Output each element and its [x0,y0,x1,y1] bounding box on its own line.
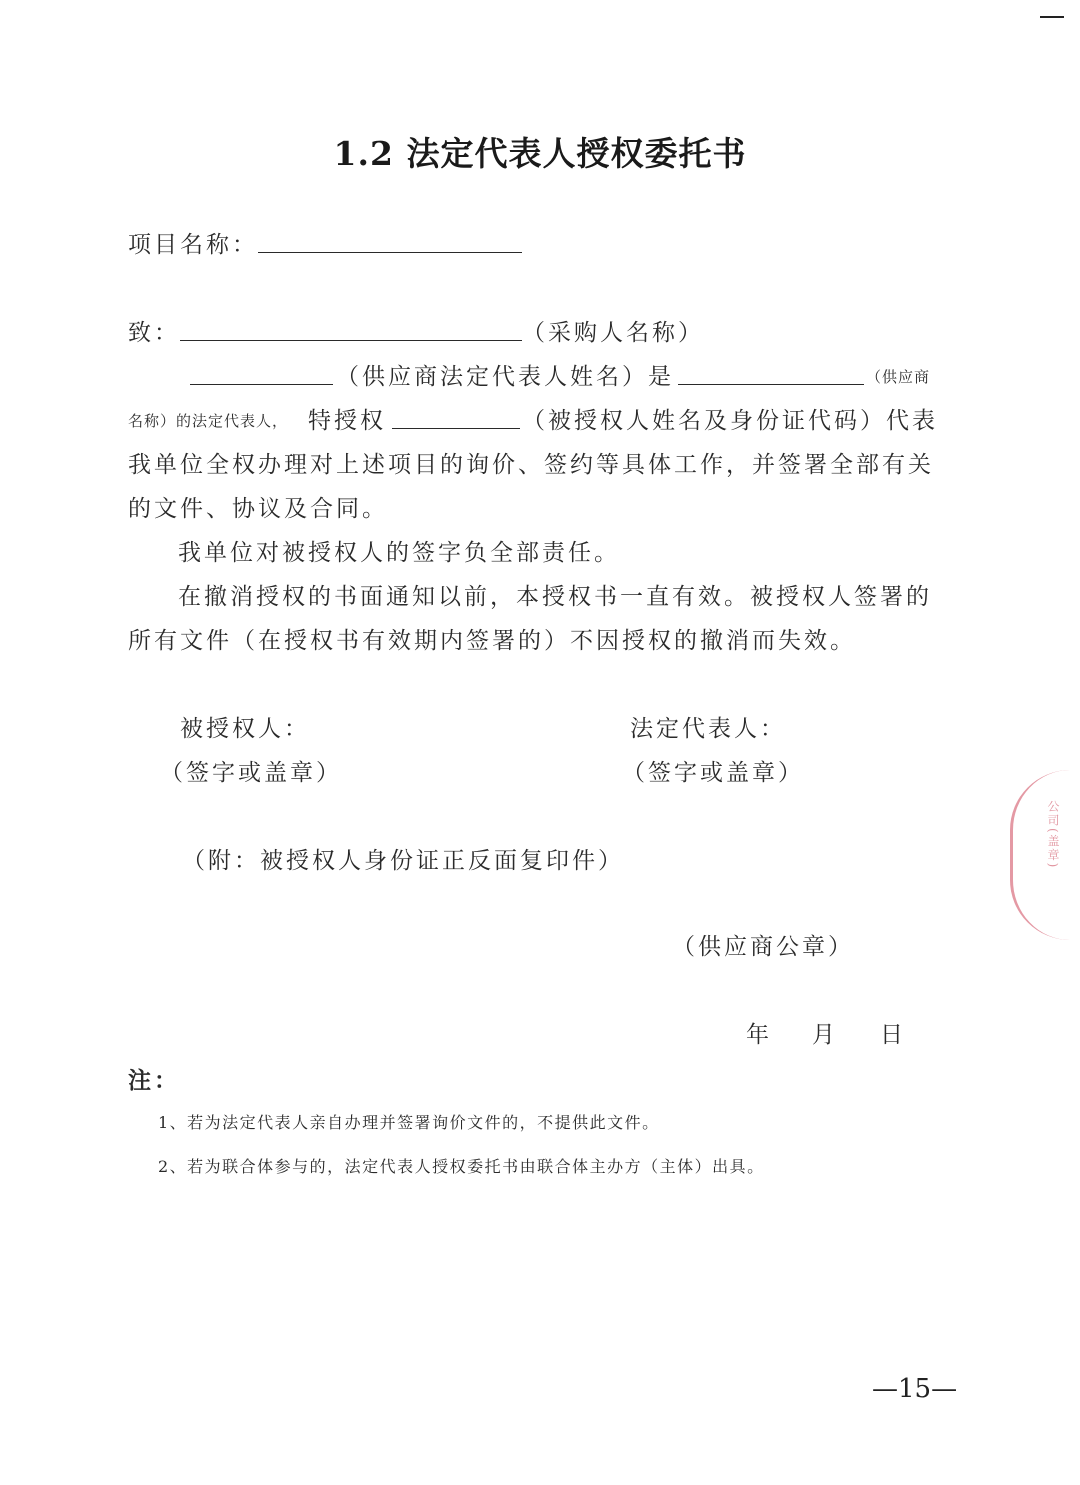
project-name-label: 项目名称： [128,232,258,258]
delegate-label: 被授权人： [180,716,310,742]
paragraph-1-line-4: 的文件、协议及合同。 [128,496,388,522]
supplier-name-hint-a: （供应商 [866,368,931,386]
to-label: 致： [128,320,180,346]
purchaser-name-blank[interactable] [180,340,522,341]
supplier-name-blank[interactable] [678,384,864,385]
date-year: 年 [746,1022,772,1048]
note-item-1: 1、若为法定代表人亲自办理并签署询价文件的，不提供此文件。 [158,1113,660,1132]
project-name-blank[interactable] [258,252,522,253]
delegate-sign-hint[interactable]: （签字或盖章） [160,760,342,786]
legal-rep-name-hint: （供应商法定代表人姓名）是 [336,364,674,390]
corner-mark [1040,16,1064,18]
special-auth-text: 特授权 [308,408,386,434]
note-item-2: 2、若为联合体参与的，法定代表人授权委托书由联合体主办方（主体）出具。 [158,1157,765,1176]
attachment-note: （附：被授权人身份证正反面复印件） [182,848,624,874]
supplier-seal-label[interactable]: （供应商公章） [672,934,854,960]
delegate-name-blank[interactable] [392,428,520,429]
purchaser-name-hint: （采购人名称） [522,320,704,346]
paragraph-3-line-1: 在撤消授权的书面通知以前，本授权书一直有效。被授权人签署的 [178,584,932,610]
paragraph-1-line-3: 我单位全权办理对上述项目的询价、签约等具体工作，并签署全部有关 [128,452,934,478]
notes-heading: 注： [128,1067,180,1094]
date-month: 月 [812,1022,838,1048]
date-day: 日 [880,1022,906,1048]
paragraph-3-line-2: 所有文件（在授权书有效期内签署的）不因授权的撤消而失效。 [128,628,856,654]
paragraph-2: 我单位对被授权人的签字负全部责任。 [178,540,620,566]
legal-rep-label: 法定代表人： [630,716,786,742]
legal-rep-sign-hint[interactable]: （签字或盖章） [622,760,804,786]
legal-rep-name-blank[interactable] [190,384,333,385]
page-number: —15— [872,1374,958,1404]
document-title: 1.2 法定代表人授权委托书 [333,134,747,173]
delegate-hint: （被授权人姓名及身份证代码）代表 [522,408,938,434]
seal-stamp-text: 公司(盖章) [1046,800,1060,870]
supplier-name-hint-b: 名称）的法定代表人， [128,412,289,430]
